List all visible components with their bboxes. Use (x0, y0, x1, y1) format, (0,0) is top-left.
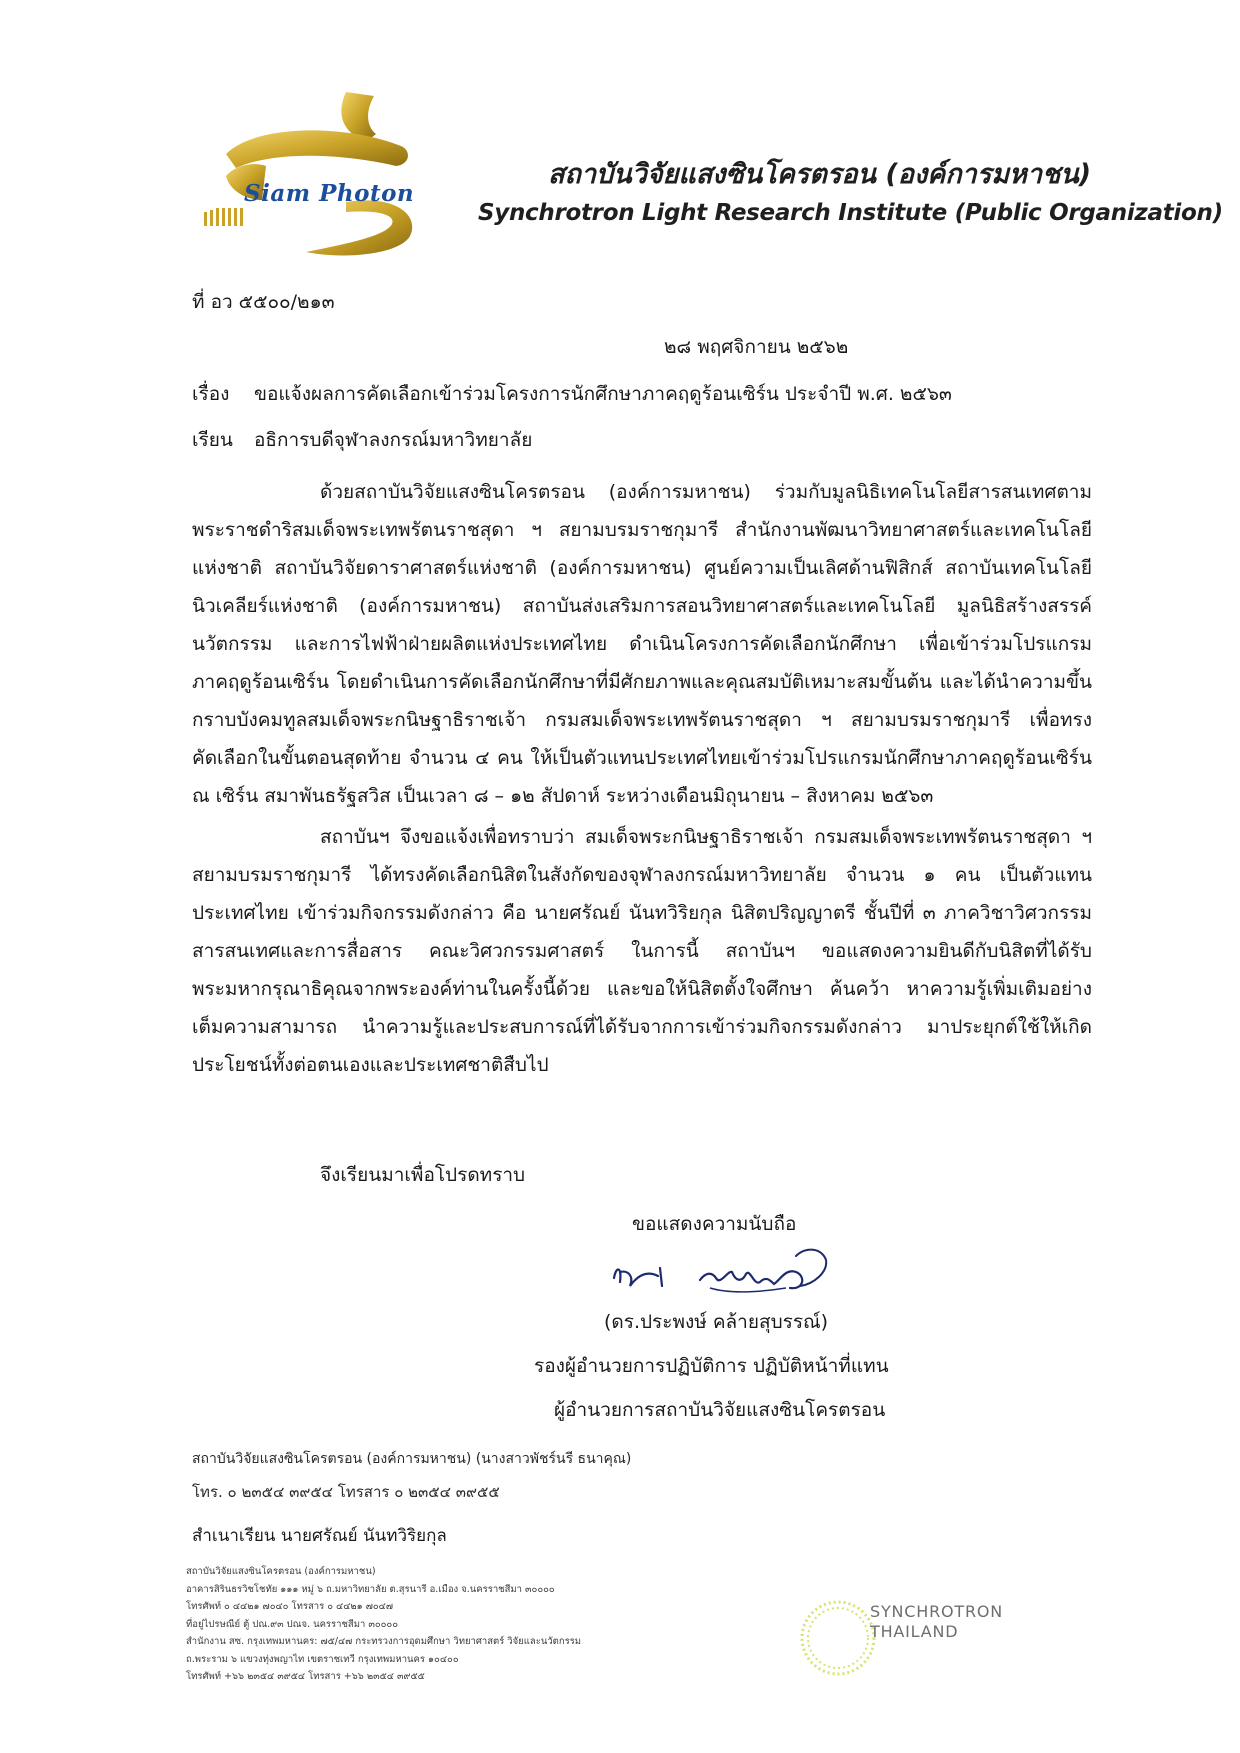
footer-line: สำนักงาน สซ. กรุงเทพมหานคร: ๗๕/๔๗ กระทรวงการอุดมศึกษา วิทยาศาสตร์ วิจัยและนวัตกรรม (186, 1636, 582, 1647)
paragraph-line: ด้วยสถาบันวิจัยแสงซินโครตรอน (องค์การมหาชน) ร่วมกับมูลนิธิเทคโนโลยีสารสนเทศตาม (320, 481, 1092, 503)
contact-phone: โทร. ๐ ๒๓๕๔ ๓๙๕๔ โทรสาร ๐ ๒๓๕๔ ๓๙๕๕ (192, 1483, 500, 1501)
paragraph-line: นวัตกรรม และการไฟฟ้าฝ่ายผลิตแห่งประเทศไทย ดำเนินโครงการคัดเลือกนักศึกษา เพื่อเข้าร่วมโปรแกรม (192, 633, 1092, 655)
paragraph-line: ประเทศไทย เข้าร่วมกิจกรรมดังกล่าว คือ นายศรัณย์ นันทวิริยกุล นิสิตปริญญาตรี ชั้นปีที่ ๓ ภาควิชาวิศวกรรม (192, 902, 1092, 924)
siam-photon-swirl-icon (196, 84, 436, 264)
paragraph-line: สารสนเทศและการสื่อสาร คณะวิศวกรรมศาสตร์ ในการนี้ สถาบันฯ ขอแสดงความยินดีกับนิสิตที่ได้รับ (192, 940, 1092, 962)
subject-label: เรื่อง (192, 383, 230, 405)
paragraph-line: กราบบังคมทูลสมเด็จพระกนิษฐาธิราชเจ้า กรมสมเด็จพระเทพรัตนราชสุดา ฯ สยามบรมราชกุมารี เพื่อทรง (192, 709, 1092, 731)
footer-line: ถ.พระราม ๖ แขวงทุ่งพญาไท เขตราชเทวี กรุงเทพมหานคร ๑๐๔๐๐ (186, 1653, 459, 1665)
signatory-title-2: ผู้อำนวยการสถาบันวิจัยแสงซินโครตรอน (554, 1399, 886, 1421)
paragraph-line: นิวเคลียร์แห่งชาติ (องค์การมหาชน) สถาบันส่งเสริมการสอนวิทยาศาสตร์และเทคโนโลยี มูลนิธิสร้างสรรค์ (192, 595, 1092, 617)
reference-number: ที่ อว ๕๕๐๐/๒๑๓ (192, 291, 335, 313)
paragraph-line: แห่งชาติ สถาบันวิจัยดาราศาสตร์แห่งชาติ (องค์การมหาชน) ศูนย์ความเป็นเลิศด้านฟิสิกส์ สถาบันเทคโนโลยี (192, 557, 1092, 579)
footer-address (186, 1563, 706, 1686)
logo-text: Siam Photon (244, 180, 415, 207)
cc-line: สำเนาเรียน นายศรัณย์ นันทวิริยกุล (192, 1526, 447, 1546)
regards-text: ขอแสดงความนับถือ (632, 1213, 797, 1235)
footer-line: อาคารสิรินธรวิชโชทัย ๑๑๑ หมู่ ๖ ถ.มหาวิทยาลัย ต.สุรนารี อ.เมือง จ.นครราชสีมา ๓๐๐๐๐ (186, 1583, 555, 1595)
paragraph-line: ภาคฤดูร้อนเซิร์น โดยดำเนินการคัดเลือกนักศึกษาที่มีศักยภาพและคุณสมบัติเหมาะสมขั้นต้น และได้นำความขึ้น (192, 671, 1092, 693)
org-name-thai: สถาบันวิจัยแสงซินโครตรอน (องค์การมหาชน) (548, 159, 1092, 190)
contact-office: สถาบันวิจัยแสงซินโครตรอน (องค์การมหาชน) (นางสาวพัชร์นรี ธนาคุณ) (192, 1451, 632, 1467)
paragraph-line: เต็มความสามารถ นำความรู้และประสบการณ์ที่ได้รับจากการเข้าร่วมกิจกรรมดังกล่าว มาประยุกต์ใช้ให้เกิด (192, 1016, 1092, 1038)
synchrotron-logo-line-1: SYNCHROTRON (870, 1602, 1004, 1621)
synchrotron-thailand-logo-text (870, 1602, 1003, 1642)
body-paragraph-1 (192, 473, 1092, 815)
synchrotron-logo-line-2: THAILAND (870, 1622, 959, 1641)
paragraph-line: ณ เซิร์น สมาพันธรัฐสวิส เป็นเวลา ๘ – ๑๒ สัปดาห์ ระหว่างเดือนมิถุนายน – สิงหาคม ๒๕๖๓ (192, 785, 934, 807)
paragraph-line: คัดเลือกในขั้นตอนสุดท้าย จำนวน ๔ คน ให้เป็นตัวแทนประเทศไทยเข้าร่วมโปรแกรมนักศึกษาภาคฤดูร้อนเซิร์น (192, 747, 1092, 769)
subject-text: ขอแจ้งผลการคัดเลือกเข้าร่วมโครงการนักศึกษาภาคฤดูร้อนเซิร์น ประจำปี พ.ศ. ๒๕๖๓ (254, 383, 952, 405)
recipient-text: อธิการบดีจุฬาลงกรณ์มหาวิทยาลัย (254, 429, 533, 451)
signatory-name: (ดร.ประพงษ์ คล้ายสุบรรณ์) (604, 1311, 829, 1333)
footer-line: โทรศัพท์ +๖๖ ๒๓๕๔ ๓๙๕๔ โทรสาร +๖๖ ๒๓๕๔ ๓๙๕๕ (186, 1671, 425, 1682)
footer-line: สถาบันวิจัยแสงซินโครตรอน (องค์การมหาชน) (186, 1566, 376, 1577)
signatory-title-1: รองผู้อำนวยการปฏิบัติการ ปฏิบัติหน้าที่แทน (534, 1355, 889, 1377)
handwritten-signature (600, 1242, 860, 1302)
org-name-english: Synchrotron Light Research Institute (Public Organization) (478, 200, 1223, 226)
closing-line: จึงเรียนมาเพื่อโปรดทราบ (320, 1164, 526, 1186)
paragraph-line: ประโยชน์ทั้งต่อตนเองและประเทศชาติสืบไป (192, 1054, 549, 1076)
footer-line: โทรศัพท์ ๐ ๔๔๒๑ ๗๐๔๐ โทรสาร ๐ ๔๔๒๑ ๗๐๔๗ (186, 1601, 394, 1612)
paragraph-line: สยามบรมราชกุมารี ได้ทรงคัดเลือกนิสิตในสังกัดของจุฬาลงกรณ์มหาวิทยาลัย จำนวน ๑ คน เป็นตัวแทน (192, 864, 1092, 886)
siam-photon-logo (196, 84, 436, 264)
paragraph-line: สถาบันฯ จึงขอแจ้งเพื่อทราบว่า สมเด็จพระกนิษฐาธิราชเจ้า กรมสมเด็จพระเทพรัตนราชสุดา ฯ (320, 826, 1092, 848)
paragraph-line: พระราชดำริสมเด็จพระเทพรัตนราชสุดา ฯ สยามบรมราชกุมารี สำนักงานพัฒนาวิทยาศาสตร์และเทคโนโลยี (192, 519, 1092, 541)
body-paragraph-2 (192, 818, 1092, 1084)
recipient-label: เรียน (192, 429, 233, 451)
paragraph-line: พระมหากรุณาธิคุณจากพระองค์ท่านในครั้งนี้ด้วย และขอให้นิสิตตั้งใจศึกษา ค้นคว้า หาความรู้เพิ่มเติมอย่าง (192, 978, 1092, 1000)
footer-line: ที่อยู่ไปรษณีย์ ตู้ ปณ.๙๓ ปณจ. นครราชสีมา ๓๐๐๐๐ (186, 1618, 399, 1630)
letter-date: ๒๘ พฤศจิกายน ๒๕๖๒ (664, 336, 849, 358)
